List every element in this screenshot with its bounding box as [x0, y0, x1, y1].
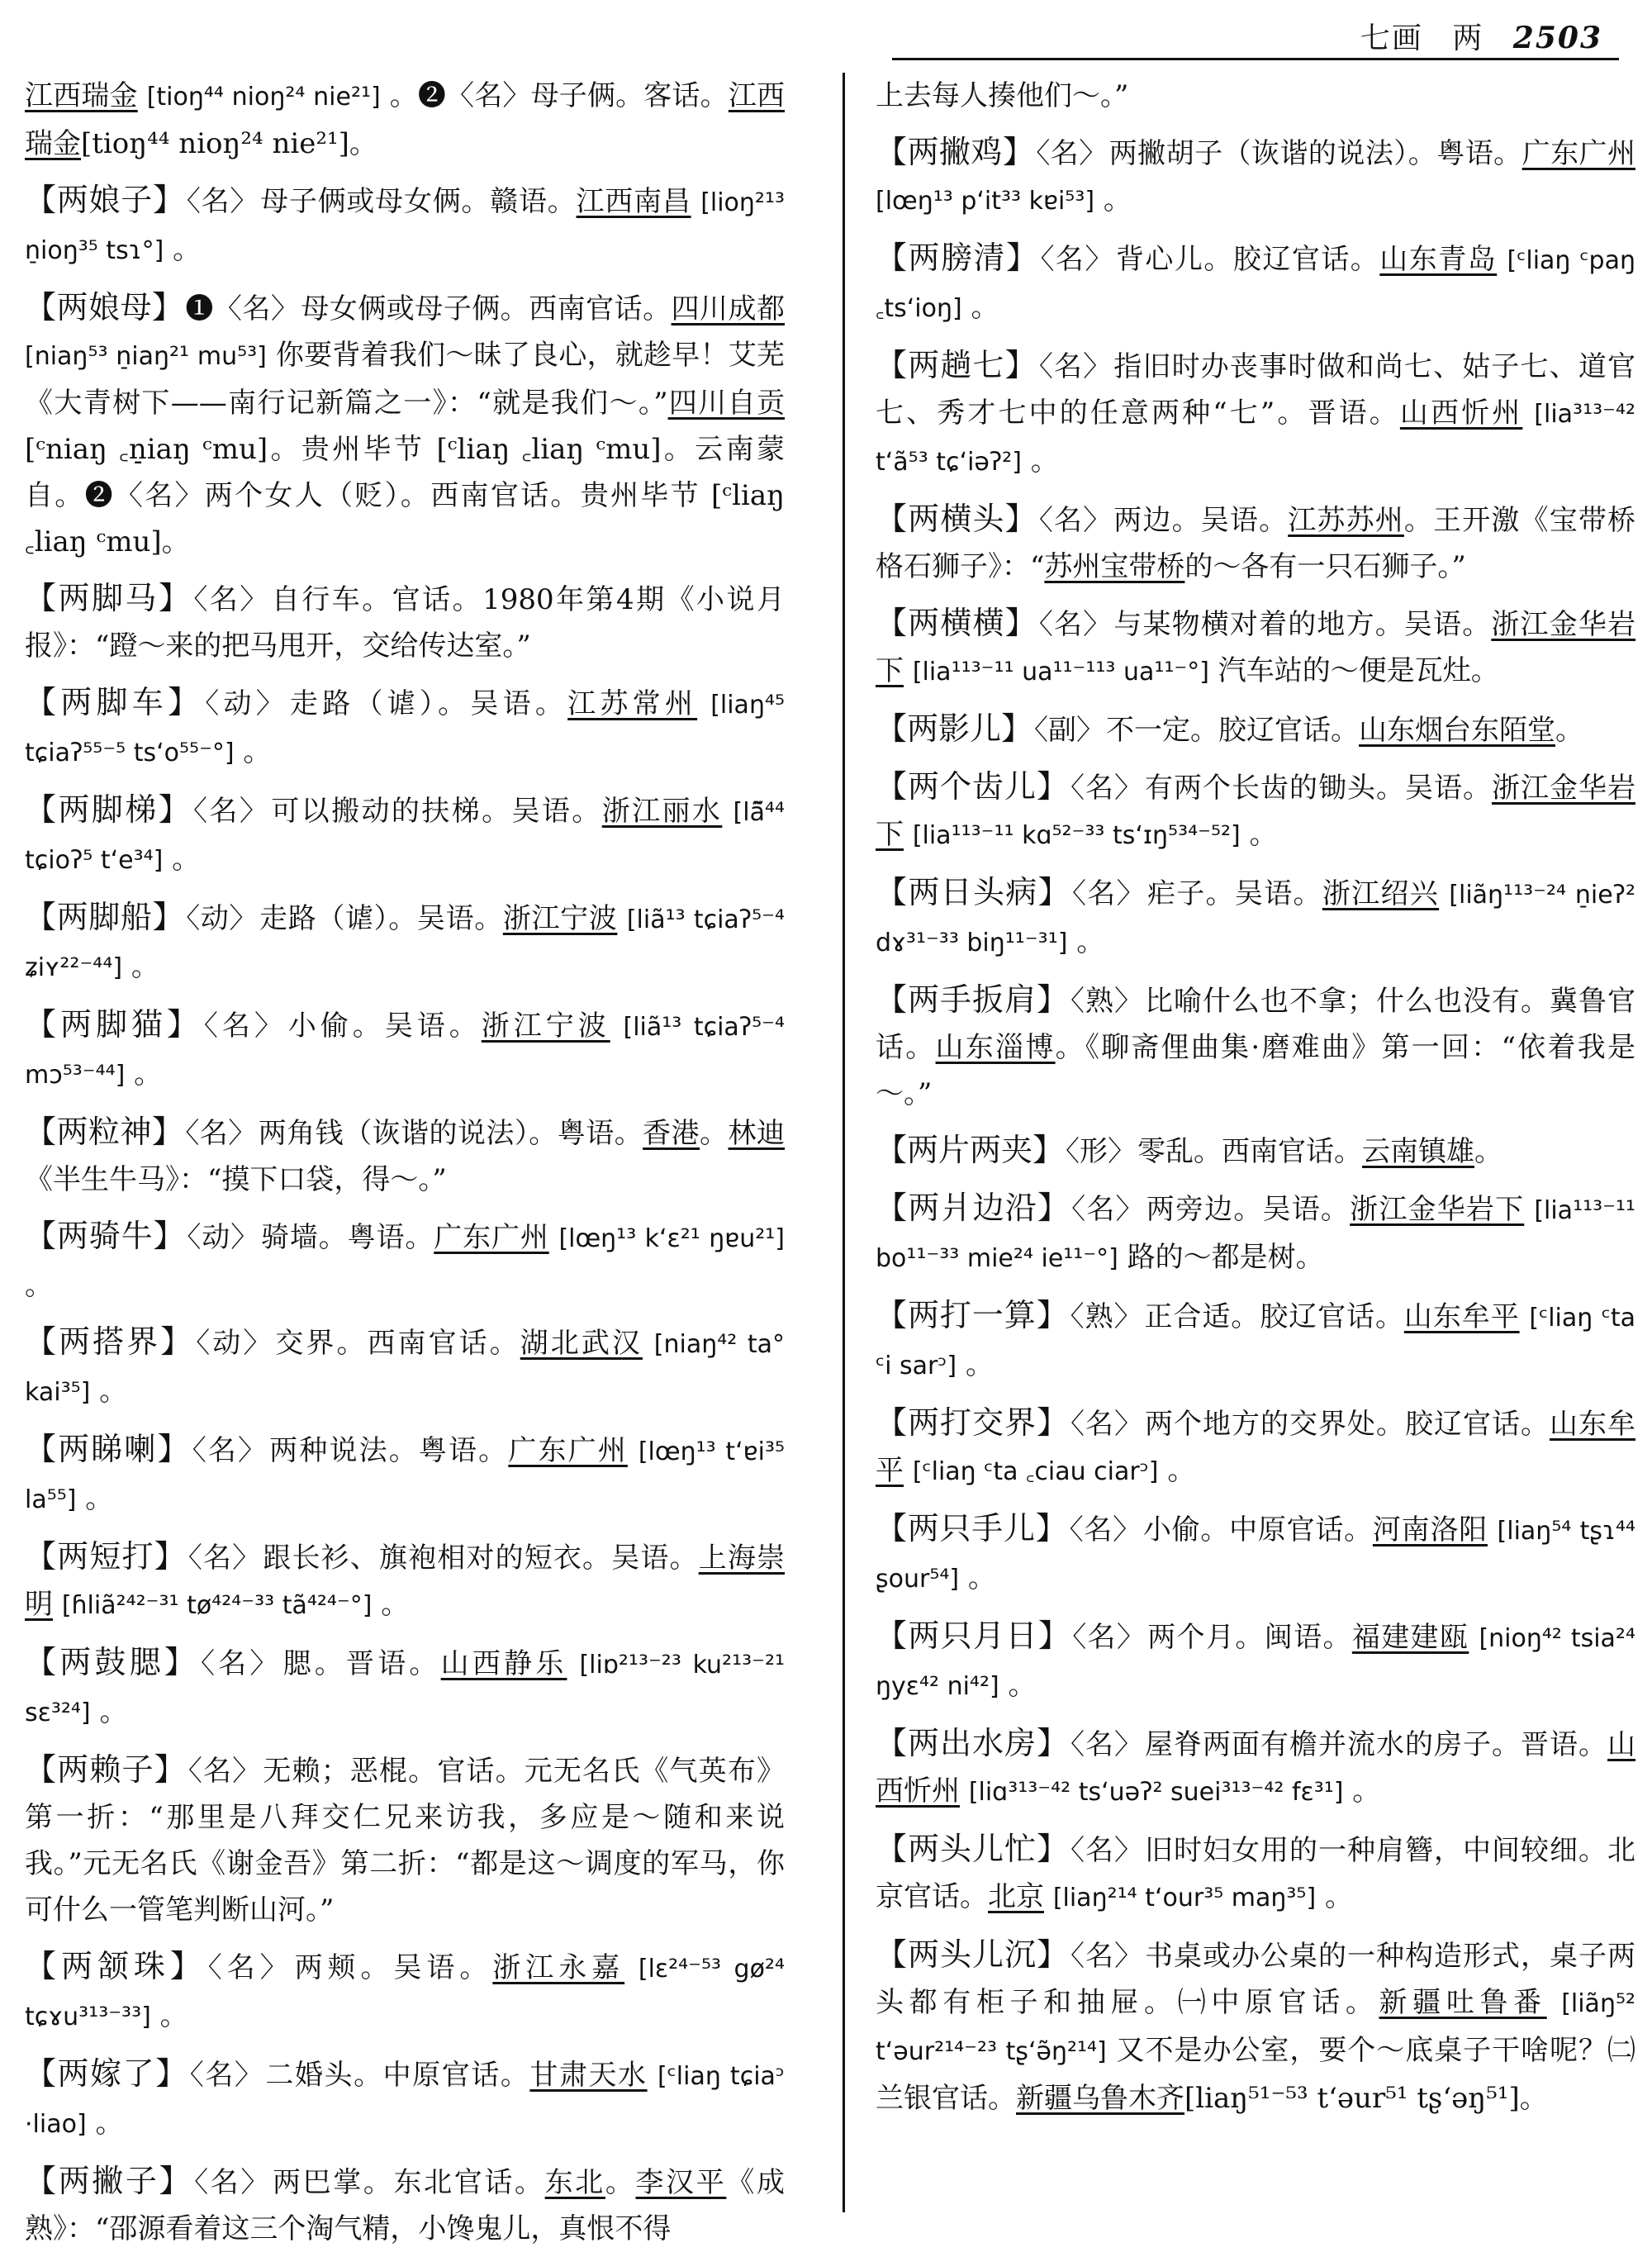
entry-pronunciation: [tioŋ⁴⁴ nioŋ²⁴ nie²¹]	[146, 83, 381, 112]
entry-definition: 骑墙。粤语。	[261, 1221, 434, 1254]
entry-definition: 指旧时办丧事时做和尚七、姑子七、道官七、秀才七中的任意两种“七”。晋语。	[876, 350, 1636, 430]
entry-pos: 〈名〉	[1070, 1834, 1143, 1867]
entry-headword: 【两趟七】	[876, 347, 1037, 383]
dictionary-entry	[25, 1213, 785, 1309]
entry-definition-tail: 的～各有一只石狮子。”	[1184, 550, 1466, 583]
column-divider	[843, 73, 845, 2212]
entry-definition-cont: 。	[172, 843, 201, 876]
entry-headword: 【两打交界】	[876, 1404, 1069, 1441]
dictionary-entry	[25, 1639, 785, 1737]
dictionary-entry	[876, 706, 1635, 753]
entry-definition: 两撇胡子（诙谐的说法）。粤语。	[1108, 137, 1522, 170]
entry-definition: 小偷。吴语。	[287, 1010, 482, 1043]
entry-place: 山东青岛	[1379, 243, 1498, 276]
entry-definition-cont: 。	[99, 1695, 128, 1728]
dictionary-entry	[876, 976, 1635, 1117]
entry-place: 江西瑞金	[25, 79, 138, 112]
entry-definition-cont: 。❷〈名〉母子俩。客话。	[389, 79, 729, 112]
entry-definition: 两角钱（诙谐的说法）。粤语。	[258, 1117, 643, 1150]
entry-place: 甘肃天水	[529, 2059, 648, 2092]
entry-pronunciation: [ᶜliaŋ ᶜta ᶜi sarᵓ]	[876, 1304, 1635, 1380]
entry-definition: 自行车。官话。1980年第4期《小说月报》：“蹬～来的把马甩开，交给传达室。”	[25, 583, 785, 663]
entry-pronunciation: [lã̃⁴⁴ tɕioʔ⁵ tʻe³⁴]	[25, 798, 786, 875]
dictionary-entry	[25, 1318, 785, 1416]
entry-headword: 【两只月日】	[876, 1618, 1071, 1654]
entry-definition: 正合适。胶辽官话。	[1144, 1300, 1404, 1333]
dictionary-entry	[25, 1533, 785, 1629]
entry-pos: 〈名〉	[1038, 504, 1113, 537]
entry-pos: 〈名〉	[1070, 772, 1143, 805]
entry-pos: 〈动〉	[187, 1221, 259, 1254]
running-head	[1342, 15, 1602, 57]
entry-place: 江苏苏州	[1288, 504, 1404, 537]
entry-place-2: 四川自贡	[667, 387, 785, 420]
entry-pronunciation: [nioŋ⁴² tsia²⁴ ŋyɛ⁴² ni⁴²]	[876, 1624, 1635, 1701]
entry-definition-tail: 《半生牛马》：“摸下口袋，得～。”	[25, 1163, 447, 1196]
dictionary-entry	[876, 1613, 1635, 1710]
entry-place: 广东广州	[508, 1434, 628, 1467]
entry-headword: 【两脚船】	[25, 899, 185, 935]
entry-definition-cont: 路的～都是树。	[1127, 1241, 1324, 1274]
entry-headword: 【两骑牛】	[25, 1218, 186, 1254]
entry-definition-cont: 。	[1167, 1454, 1196, 1487]
entry-headword: 【两娘母】	[25, 289, 184, 325]
entry-place: 云南镇雄	[1362, 1135, 1475, 1168]
dictionary-entry	[876, 1127, 1635, 1175]
entry-pronunciation: [liãŋ⁵² tʻəur²¹⁴⁻²³ tʂʻə̃ŋ²¹⁴]	[876, 1989, 1636, 2066]
entry-place: 山东淄博	[935, 1031, 1056, 1064]
entry-definition: 不一定。胶辽官话。	[1106, 714, 1360, 747]
entry-pronunciation: [lœŋ¹³ pʻit³³ kɐi⁵³]	[876, 187, 1095, 216]
entry-place: 山东牟平	[1403, 1300, 1520, 1333]
entry-pos: 〈名〉	[201, 1647, 282, 1680]
entry-pronunciation: [liã¹³ tɕiaʔ⁵⁻⁴ ʑiʏ²²⁻⁴⁴]	[25, 905, 785, 982]
entry-place: 湖北武汉	[520, 1327, 643, 1360]
entry-place-2: 江西瑞金	[25, 79, 786, 160]
entry-place-2: 李汉平	[635, 2166, 727, 2199]
entry-headword: 【两头儿忙】	[876, 1831, 1069, 1867]
right-column	[876, 73, 1635, 2212]
entry-headword: 【两头儿沉】	[876, 1936, 1069, 1973]
entry-definition-tail: [tioŋ⁴⁴ nioŋ²⁴ nie²¹]。	[81, 127, 377, 160]
entry-pronunciation: [lia¹¹³⁻¹¹ bo¹¹⁻³³ mie²⁴ ie¹¹⁻°]	[876, 1196, 1636, 1273]
entry-pos: 〈名〉	[1040, 243, 1114, 276]
entry-definition: 背心儿。胶辽官话。	[1115, 243, 1380, 276]
entry-pos: 〈名〉	[193, 583, 270, 616]
entry-definition-cont: 。	[1555, 714, 1584, 747]
entry-definition-cont: 。	[1352, 1775, 1381, 1808]
entry-definition-cont: 。	[159, 1999, 188, 2032]
entry-place: 四川成都	[671, 292, 786, 325]
entry-headword: 【两撇子】	[25, 2163, 193, 2199]
entry-pos: 〈名〉	[1070, 1728, 1143, 1761]
entry-definition-tail: [liaŋ⁵¹⁻⁵³ tʻəur⁵¹ tʂʻəŋ⁵¹]。	[1184, 2082, 1548, 2115]
entry-place: 福建建瓯	[1351, 1621, 1469, 1654]
entry-pronunciation: [ɦliã²⁴²⁻³¹ tø⁴²⁴⁻³³ tã⁴²⁴⁻°]	[61, 1591, 373, 1620]
entry-definition: 可以搬动的扶梯。吴语。	[271, 795, 602, 828]
entry-headword: 【两嫁了】	[25, 2055, 188, 2092]
entry-definition-cont: 你要背着我们～昧了良心，就趁早！艾芜《大青树下——南行记新篇之一》：“就是我们～。”	[25, 339, 786, 420]
entry-pronunciation: [lœŋ¹³ tʻɐi³⁵ la⁵⁵]	[25, 1437, 786, 1514]
dictionary-entry	[876, 1931, 1635, 2121]
entry-pos: 〈名〉	[1069, 1513, 1142, 1546]
entry-definition-cont: 。	[95, 2107, 124, 2140]
entry-pos: 〈名〉	[207, 1951, 293, 1984]
entry-definition: 两边。吴语。	[1113, 504, 1289, 537]
page-header	[0, 0, 1652, 66]
entry-place: 江西南昌	[576, 185, 691, 218]
entry-definition-cont: 。	[1249, 818, 1278, 851]
entry-definition-cont: 。	[381, 1588, 410, 1621]
entry-definition: 疟子。吴语。	[1146, 877, 1322, 910]
entry-place-2: 苏州宝带桥	[1044, 550, 1185, 583]
dictionary-entry	[876, 869, 1635, 967]
entry-pronunciation: [liã¹³ tɕiaʔ⁵⁻⁴ mɔ⁵³⁻⁴⁴]	[25, 1013, 786, 1090]
entry-definition-cont: 。	[971, 291, 999, 324]
entry-definition: 零乱。西南官话。	[1137, 1135, 1363, 1168]
dictionary-entry	[25, 679, 785, 777]
entry-definition: 屋脊两面有檐并流水的房子。晋语。	[1145, 1728, 1607, 1761]
entry-definition: 比喻什么也不拿；什么也没有。冀鲁官话。	[876, 985, 1635, 1064]
entry-headword: 【两粒神】	[25, 1114, 184, 1150]
dictionary-entry	[25, 177, 785, 274]
entry-definition-tail: 《成熟》：“邵源看着这三个淘气精，小馋鬼儿，真恨不得	[25, 2166, 785, 2245]
entry-place: 北京	[988, 1880, 1044, 1913]
entry-pronunciation: [lia³¹³⁻⁴² tʻã⁵³ tɕʻiəʔ²]	[876, 400, 1636, 477]
entry-place: 浙江永嘉	[492, 1951, 625, 1984]
entry-headword: 【两鼓腮】	[25, 1644, 200, 1680]
dictionary-entry	[876, 129, 1635, 225]
dictionary-entry	[25, 2050, 785, 2148]
entry-headword: 【两横横】	[876, 605, 1037, 641]
entry-pos: 〈名〉	[1072, 1621, 1146, 1654]
entry-pos: 〈熟〉	[1070, 985, 1143, 1018]
dictionary-entry	[876, 73, 1635, 119]
entry-pos: 〈名〉	[194, 2166, 271, 2199]
entry-headword: 【两打一算】	[876, 1297, 1069, 1333]
entry-pos: 〈名〉	[1070, 1940, 1143, 1973]
entry-pos: 〈名〉	[186, 185, 259, 218]
dictionary-entry	[25, 786, 785, 884]
entry-place: 山东牟平	[876, 1408, 1635, 1487]
entry-headword: 【两影儿】	[876, 710, 1033, 747]
entry-place: 江苏常州	[567, 687, 698, 720]
entry-pronunciation: [lioŋ²¹³ n̠ioŋ³⁵ tsɿ°]	[25, 188, 786, 265]
entry-definition-cont: 。	[605, 2166, 636, 2199]
entry-pos: 〈名〉	[1038, 608, 1113, 641]
entry-definition: 交界。西南官话。	[275, 1327, 520, 1360]
entry-pos: 〈名〉	[1070, 1408, 1143, 1441]
entry-place: 河南洛阳	[1372, 1513, 1488, 1546]
entry-pos: 〈名〉	[188, 1755, 262, 1788]
entry-definition: 小偷。中原官话。	[1142, 1513, 1373, 1546]
entry-place: 山西忻州	[1399, 397, 1523, 430]
entry-place-2: 新疆乌鲁木齐	[1016, 2082, 1184, 2115]
dictionary-entry	[876, 600, 1635, 696]
entry-pos: 〈名〉	[185, 1117, 257, 1150]
entry-definition: 两种说法。粤语。	[269, 1434, 509, 1467]
entry-place: 香港	[643, 1117, 700, 1150]
entry-definition: 有两个长齿的锄头。吴语。	[1145, 772, 1492, 805]
entry-definition-cont: 。《聊斋俚曲集·磨难曲》第一回：“依着我是～。”	[876, 1031, 1635, 1110]
entry-headword: 【两搭界】	[25, 1323, 195, 1360]
entry-pos: 〈名〉	[1071, 877, 1146, 910]
entry-definition: 腮。晋语。	[282, 1647, 441, 1680]
entry-definition-cont: 。	[1030, 444, 1059, 477]
entry-pos: 〈名〉	[193, 795, 270, 828]
dictionary-entry	[25, 284, 785, 565]
entry-place: 山东烟台东陌堂	[1359, 714, 1556, 747]
entry-definition-cont: 汽车站的～便是瓦灶。	[1218, 654, 1499, 687]
dictionary-entry	[25, 1426, 785, 1523]
dictionary-entry	[25, 2158, 785, 2252]
dictionary-entry	[876, 1185, 1635, 1282]
dictionary-entry	[25, 1943, 785, 2041]
entry-pos: 〈形〉	[1066, 1135, 1137, 1168]
dictionary-entry	[25, 575, 785, 669]
entry-definition: 走路（谑）。吴语。	[259, 902, 503, 935]
entry-definition-cont: 。王开激《宝带桥格石狮子》：“	[876, 504, 1636, 583]
entry-definition-cont: 。	[1474, 1135, 1503, 1168]
entry-definition-cont: 。	[1103, 183, 1132, 216]
entry-pronunciation: [liãŋ¹¹³⁻²⁴ n̠ieʔ² dɤ³¹⁻³³ biŋ¹¹⁻³¹]	[876, 881, 1636, 957]
entry-pos: 〈副〉	[1034, 714, 1105, 747]
entry-pos: ❶〈名〉	[185, 292, 300, 325]
entry-headword: 【两脚猫】	[25, 1006, 202, 1043]
entry-pronunciation: [ᶜliaŋ ᶜta ꜀ciau ciarᵓ]	[912, 1457, 1159, 1486]
entry-headword: 【两爿边沿】	[876, 1190, 1070, 1226]
entry-definition: 两巴掌。东北官话。	[273, 2166, 545, 2199]
entry-definition: 二婚头。中原官话。	[265, 2059, 530, 2092]
left-column	[25, 73, 786, 2245]
dictionary-entry	[876, 763, 1635, 859]
entry-place: 浙江宁波	[502, 902, 618, 935]
entry-place: 山西忻州	[876, 1728, 1635, 1808]
entry-headword: 【两只手儿】	[876, 1510, 1068, 1546]
entry-place: 广东广州	[1521, 137, 1636, 170]
entry-headword: 【两膀清】	[876, 240, 1039, 276]
entry-place-2: 林迪	[728, 1117, 786, 1150]
entry-headword: 【两短打】	[25, 1538, 187, 1575]
entry-headword: 【两颔珠】	[25, 1948, 206, 1984]
entry-definition-cont: 。	[99, 1375, 128, 1408]
entry-definition: 两旁边。吴语。	[1146, 1193, 1351, 1226]
entry-pronunciation: [lia¹¹³⁻¹¹ kɑ⁵²⁻³³ tsʻɪŋ⁵³⁴⁻⁵²]	[912, 821, 1241, 850]
entry-definition: 走路（谑）。吴语。	[289, 687, 568, 720]
entry-pronunciation: [liɒ²¹³⁻²³ ku²¹³⁻²¹ sɛ³²⁴]	[25, 1651, 786, 1727]
entry-definition: 两个月。闽语。	[1147, 1621, 1352, 1654]
entry-definition-cont: 。	[967, 1561, 996, 1594]
entry-definition: 跟长衫、旗袍相对的短衣。吴语。	[263, 1542, 699, 1575]
dictionary-entry	[25, 73, 785, 167]
entry-definition: 与某物横对着的地方。吴语。	[1113, 608, 1492, 641]
dictionary-entry	[876, 235, 1635, 332]
dictionary-entry	[25, 1746, 785, 1933]
head-character: 两	[1452, 21, 1484, 55]
entry-pos: 〈熟〉	[1070, 1300, 1143, 1333]
entry-pos: 〈名〉	[1038, 350, 1113, 383]
dictionary-entry	[876, 1292, 1635, 1390]
entry-place: 浙江金华岩下	[876, 772, 1635, 851]
entry-definition-cont: 。	[173, 233, 202, 266]
entry-pos: 〈动〉	[186, 902, 259, 935]
dictionary-entry	[25, 894, 785, 991]
entry-definition-cont: 。	[1324, 1880, 1353, 1913]
entry-headword: 【两撇鸡】	[876, 134, 1035, 170]
entry-definition: 书桌或办公桌的一种构造形式，桌子两头都有柜子和抽屉。㈠中原官话。	[876, 1940, 1635, 2019]
entry-place: 浙江绍兴	[1322, 877, 1440, 910]
entry-place: 上海崇明	[25, 1542, 786, 1621]
entry-definition: 母子俩或母女俩。赣语。	[260, 185, 577, 218]
entry-headword: 【两手扳肩】	[876, 981, 1069, 1018]
entry-definition-cont: 。	[700, 1117, 729, 1150]
entry-pronunciation: [liaŋ⁵⁴ tʂɿ⁴⁴ ʂour⁵⁴]	[876, 1517, 1636, 1594]
entry-pronunciation: [liaŋ²¹⁴ tʻour³⁵ maŋ³⁵]	[1052, 1884, 1317, 1912]
entry-pronunciation: [niaŋ⁴² ta° kai³⁵]	[25, 1330, 786, 1407]
entry-place: 广东广州	[434, 1221, 549, 1254]
entry-pos: 〈名〉	[203, 1010, 287, 1043]
entry-definition-cont: 。	[131, 950, 159, 983]
entry-place: 浙江丽水	[601, 795, 723, 828]
entry-pronunciation: [lœŋ¹³ kʻɛ²¹ ŋɐu²¹]	[558, 1224, 786, 1253]
entry-pronunciation: [ᶜliaŋ ᶜpaŋ ꜀tsʻioŋ]	[876, 246, 1635, 323]
entry-headword: 【两脚车】	[25, 684, 204, 720]
entry-definition-cont: 。	[25, 1269, 53, 1302]
dictionary-entry	[876, 1720, 1635, 1816]
entry-headword: 【两娘子】	[25, 182, 185, 218]
header-rule	[892, 58, 1619, 60]
section-label: 七画	[1360, 21, 1423, 55]
entry-definition-cont: 。	[85, 1482, 114, 1515]
dictionary-entry	[876, 342, 1635, 486]
entry-headword: 【两脚马】	[25, 580, 192, 616]
entry-pos: 〈动〉	[205, 687, 288, 720]
entry-definition: 旧时妇女用的一种肩簪，中间较细。北京官话。	[876, 1834, 1635, 1913]
dictionary-entry	[876, 1399, 1635, 1495]
entry-pronunciation: [liɑ³¹³⁻⁴² tsʻuəʔ² suei³¹³⁻⁴² fɛ³¹]	[968, 1778, 1344, 1807]
entry-definition-tail: [ᶜniaŋ ꜀n̠iaŋ ᶜmu]。贵州毕节 [ᶜliaŋ ꜀liaŋ ᶜmu]。云南蒙自。❷〈名〉两个女人（贬）。西南官话。贵州毕节 [ᶜliaŋ ꜀liaŋ ᶜmu]。	[25, 433, 785, 558]
entry-place: 山西静乐	[440, 1647, 567, 1680]
dictionary-entry	[876, 1505, 1635, 1603]
entry-pronunciation: [ᶜliaŋ tɕiaᵓ ·liao]	[25, 2062, 786, 2139]
entry-definition-cont: 。	[1076, 925, 1105, 958]
dictionary-entry	[25, 1109, 785, 1203]
entry-definition: 两颊。吴语。	[294, 1951, 493, 1984]
entry-pos: 〈名〉	[1036, 137, 1108, 170]
entry-place: 浙江宁波	[481, 1010, 610, 1043]
dictionary-entry	[876, 1826, 1635, 1922]
entry-definition: 上去每人揍他们～。”	[876, 79, 1129, 112]
entry-place: 新疆吐鲁番	[1379, 1986, 1547, 2019]
entry-place: 东北	[544, 2166, 605, 2199]
entry-pronunciation: [lia¹¹³⁻¹¹ ua¹¹⁻¹¹³ ua¹¹⁻°]	[912, 658, 1209, 687]
entry-definition-cont: 又不是办公室，要个～底桌子干啥呢？㈡兰银官话。	[876, 2034, 1636, 2115]
entry-headword: 【两个齿儿】	[876, 768, 1069, 805]
entry-definition-cont: 。	[243, 735, 272, 768]
dictionary-entry	[25, 1001, 785, 1099]
entry-pronunciation: [liaŋ⁴⁵ tɕiaʔ⁵⁵⁻⁵ tsʻo⁵⁵⁻°]	[25, 691, 786, 767]
entry-pos: 〈名〉	[192, 1434, 268, 1467]
page-number: 2503	[1512, 21, 1602, 55]
dictionary-entry	[876, 496, 1635, 590]
entry-headword: 【两赖子】	[25, 1751, 187, 1788]
entry-place: 浙江金华岩下	[1350, 1193, 1525, 1226]
entry-pos: 〈名〉	[188, 1542, 262, 1575]
entry-headword: 【两横头】	[876, 501, 1037, 537]
entry-headword: 【两睇喇】	[25, 1431, 191, 1467]
entry-pos: 〈名〉	[1071, 1193, 1145, 1226]
entry-definition: 母女俩或母子俩。西南官话。	[301, 292, 672, 325]
entry-pos: 〈名〉	[189, 2059, 264, 2092]
entry-definition: 无赖；恶棍。官话。元无名氏《气英布》第一折：“那里是八拜交仁兄来访我，多应是～随和来说我。”元无名氏《谢金吾》第二折：“都是这～调度的军马，你可什么一管笔判断山河。”	[25, 1755, 786, 1927]
entry-headword: 【两脚梯】	[25, 791, 192, 828]
entry-pronunciation: [niaŋ⁵³ n̠iaŋ²¹ mu⁵³]	[25, 342, 267, 371]
entry-headword: 【两日头病】	[876, 874, 1070, 910]
entry-headword: 【两片两夹】	[876, 1132, 1065, 1168]
entry-place: 浙江金华岩下	[876, 608, 1636, 687]
entry-definition: 两个地方的交界处。胶辽官话。	[1145, 1408, 1550, 1441]
entry-definition-cont: 。	[1008, 1669, 1037, 1702]
entry-headword: 【两出水房】	[876, 1725, 1069, 1761]
entry-definition-cont: 。	[134, 1057, 163, 1090]
entry-pronunciation: [lɛ²⁴⁻⁵³ gø²⁴ tɕɤu³¹³⁻³³]	[25, 1955, 786, 2031]
entry-pos: 〈动〉	[196, 1327, 274, 1360]
entry-definition-cont: 。	[965, 1348, 994, 1381]
